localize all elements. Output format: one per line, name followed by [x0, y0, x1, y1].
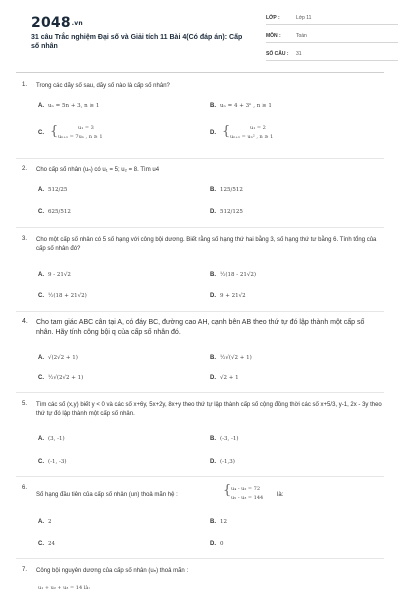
- option-label: C.: [38, 459, 44, 465]
- option-a[interactable]: [38, 436, 65, 442]
- system-line: u₁ = 3: [78, 125, 94, 131]
- option-label: A.: [38, 187, 44, 193]
- option-text: (-1,3): [220, 459, 235, 465]
- option-label: D.: [210, 293, 216, 299]
- question-7-system: [38, 584, 90, 593]
- question-text: Tìm các số (x,y) biết y < 0 và các số x+6y, 5x+2y, 8x+y theo thứ tự lập thành cấp số cộng đồng thời các số x+5/3, y-1, 2x - 3y theo thứ tự đó lập thành một cấp số nhân.: [36, 402, 382, 417]
- option-label: C.: [38, 541, 44, 547]
- option-b[interactable]: [210, 355, 252, 361]
- option-label: D.: [210, 459, 216, 465]
- question-text: Cho tam giác ABC cân tại A, có đáy BC, đường cao AH, cạnh bên AB theo thứ tự đó lập thành một cấp số nhân. Hãy tính công bội q của cấp số nhân đó.: [36, 319, 365, 336]
- option-text: ½(18 - 21√2): [220, 272, 256, 278]
- question-tail: là:: [83, 585, 90, 591]
- option-label: B.: [210, 272, 216, 278]
- meta-value: Lớp 11: [296, 15, 312, 21]
- option-b[interactable]: [210, 187, 243, 193]
- header: [14, 0, 386, 62]
- system-line: u₅ - u₃ = 144: [231, 495, 264, 501]
- logo-text: 2048: [31, 15, 71, 31]
- option-label: D.: [210, 541, 216, 547]
- option-label: B.: [210, 436, 216, 442]
- option-a[interactable]: [38, 272, 71, 278]
- question-6-system: [231, 485, 263, 503]
- question-number: 2.: [22, 166, 28, 172]
- option-c[interactable]: [38, 375, 83, 381]
- option-a[interactable]: [38, 519, 52, 525]
- question-separator: [16, 311, 384, 312]
- option-text: uₙ = 4 + 3ⁿ , n ≥ 1: [220, 103, 272, 109]
- option-label: C.: [38, 130, 44, 136]
- option-label: B.: [210, 519, 216, 525]
- option-text: uₙ = 5n + 3, n ≥ 1: [48, 103, 100, 109]
- question-text: Cho một cấp số nhân có 5 số hạng với công bội dương. Biết rằng số hạng thứ hai bằng 3, số hạng thứ tư bằng 6. Tính tổng của cấp số nhân đó?: [36, 237, 377, 252]
- meta-key: SỐ CÂU :: [266, 51, 289, 57]
- option-c[interactable]: [38, 541, 55, 547]
- option-d[interactable]: [210, 209, 243, 215]
- option-d[interactable]: [210, 130, 220, 136]
- option-c[interactable]: [38, 459, 67, 465]
- meta-key: LỚP :: [266, 15, 280, 21]
- option-text: ½√(√2 + 1): [220, 355, 252, 361]
- system-line: uₙ₊₁ = 7uₙ , n ≥ 1: [58, 134, 103, 140]
- option-text: (3, -1): [48, 436, 65, 442]
- question-number: 7.: [22, 567, 28, 573]
- question-separator: [16, 227, 384, 228]
- option-text: 2: [48, 519, 52, 525]
- option-a[interactable]: [38, 355, 78, 361]
- option-text: √(2√2 + 1): [48, 355, 78, 361]
- brace-icon: {: [223, 483, 232, 498]
- system-line: uₙ₊₁ = uₙ² , n ≥ 1: [230, 134, 274, 140]
- site-logo[interactable]: [31, 15, 83, 31]
- meta-value: 31: [296, 51, 302, 57]
- option-c-system: [58, 124, 103, 142]
- question-number: 4.: [22, 318, 28, 325]
- option-text: 512/125: [220, 209, 243, 215]
- question-text: Số hạng đầu tiên của cấp số nhân (un) thoả mãn hệ :: [36, 492, 178, 498]
- option-b[interactable]: [210, 103, 272, 109]
- option-d[interactable]: [210, 541, 224, 547]
- option-text: 625/512: [48, 209, 71, 215]
- option-label: A.: [38, 103, 44, 109]
- brace-icon: {: [222, 124, 231, 139]
- brace-icon: {: [50, 124, 59, 139]
- system-line: u₁ + u₂ + u₃ = 14: [38, 585, 83, 591]
- option-c[interactable]: [38, 130, 48, 136]
- meta-info: [266, 12, 398, 66]
- question-number: 5.: [22, 401, 28, 407]
- option-label: D.: [210, 209, 216, 215]
- option-label: C.: [38, 375, 44, 381]
- option-label: B.: [210, 103, 216, 109]
- option-c[interactable]: [38, 209, 71, 215]
- option-text: (-3, -1): [220, 436, 239, 442]
- question-separator: [16, 158, 384, 159]
- option-text: 512/25: [48, 187, 68, 193]
- meta-key: MÔN :: [266, 33, 281, 39]
- question-number: 3.: [22, 236, 28, 242]
- option-text: (-1, -3): [48, 459, 67, 465]
- header-divider: [16, 72, 384, 73]
- option-text: ½√(2√2 + 1): [48, 375, 84, 381]
- meta-value: Toán: [296, 33, 307, 39]
- logo-suffix: .vn: [71, 19, 83, 27]
- option-label: B.: [210, 187, 216, 193]
- option-text: 125/512: [220, 187, 243, 193]
- option-b[interactable]: [210, 436, 239, 442]
- document-title: 31 câu Trắc nghiệm Đại số và Giải tích 11 Bài 4(Có đáp án): Cấp số nhân: [31, 34, 243, 50]
- option-d[interactable]: [210, 459, 235, 465]
- option-text: √2 + 1: [220, 375, 239, 381]
- option-label: A.: [38, 272, 44, 278]
- option-label: D.: [210, 375, 216, 381]
- question-text: Cho cấp số nhân (uₙ) có u₁ = 5; u₂ = 8. Tìm u4: [36, 167, 160, 173]
- option-d[interactable]: [210, 293, 246, 299]
- option-label: D.: [210, 130, 216, 136]
- option-label: A.: [38, 519, 44, 525]
- option-b[interactable]: [210, 272, 256, 278]
- question-separator: [16, 558, 384, 559]
- question-number: 1.: [22, 82, 28, 88]
- option-label: A.: [38, 355, 44, 361]
- question-tail: là:: [277, 492, 284, 498]
- option-text: 0: [220, 541, 224, 547]
- option-text: ½(18 + 21√2): [48, 293, 87, 299]
- option-label: C.: [38, 209, 44, 215]
- option-text: 12: [220, 519, 227, 525]
- option-text: 24: [48, 541, 55, 547]
- system-line: u₁ = 2: [250, 125, 266, 131]
- option-d-system: [230, 124, 273, 142]
- option-text: 9 - 21√2: [48, 272, 71, 278]
- question-text: Trong các dãy số sau, dãy số nào là cấp số nhân?: [36, 83, 170, 89]
- option-b[interactable]: [210, 519, 227, 525]
- option-label: B.: [210, 355, 216, 361]
- system-line: u₄ - u₂ = 72: [231, 486, 261, 492]
- option-c[interactable]: [38, 293, 87, 299]
- option-label: A.: [38, 436, 44, 442]
- option-a[interactable]: [38, 187, 67, 193]
- option-d[interactable]: [210, 375, 239, 381]
- meta-row-count: [266, 48, 398, 61]
- option-a[interactable]: [38, 103, 99, 109]
- question-text: Công bội nguyên dương của cấp số nhân (uₙ) thoả mãn :: [36, 568, 189, 574]
- question-6-text: [36, 492, 236, 498]
- meta-row-class: [266, 12, 398, 25]
- meta-row-subject: [266, 30, 398, 43]
- question-separator: [16, 476, 384, 477]
- question-separator: [16, 392, 384, 393]
- question-6-tail: [277, 492, 283, 498]
- question-number: 6.: [22, 485, 28, 491]
- option-label: C.: [38, 293, 44, 299]
- option-text: 9 + 21√2: [220, 293, 246, 299]
